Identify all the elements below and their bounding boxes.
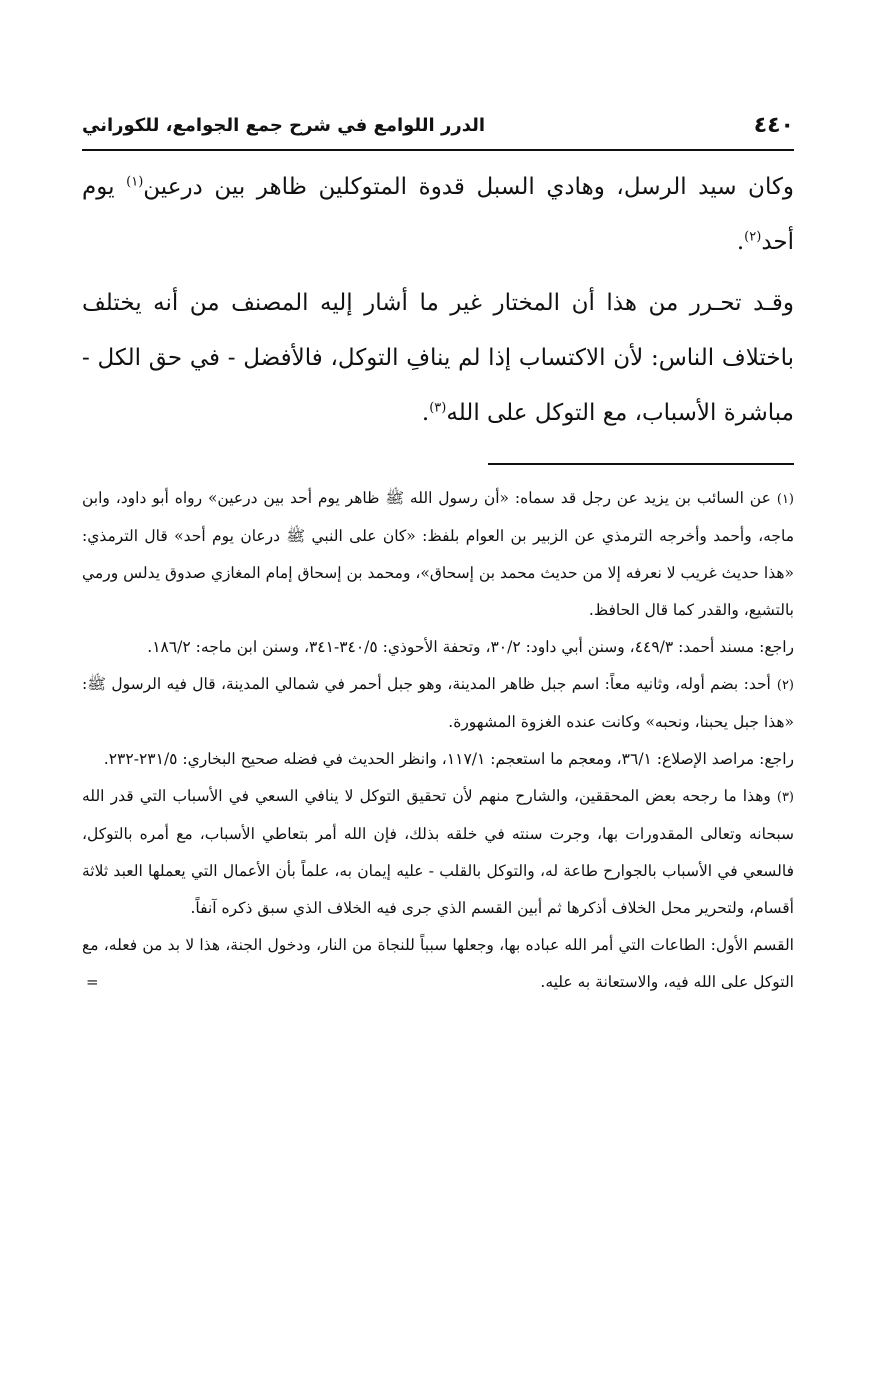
paragraph-2-text: وقـد تحـرر من هذا أن المختار غير ما أشار إليه المصنف من أنه يختلف باختلاف الناس: لأن الاكتساب إذا لم ينافِ التوكل، فالأفضل - في حق الكل - مباشرة الأسباب، مع التوكل على الله <box>82 290 794 426</box>
footnote-ref-2: (٢) <box>744 229 762 245</box>
continuation-mark: = <box>86 973 99 991</box>
paragraph-1-text: وكان سيد الرسل، وهادي السبل قدوة المتوكلين ظاهر بين درعين <box>143 174 795 200</box>
footnote-1 <box>82 480 794 629</box>
running-head <box>82 108 794 142</box>
footnote-2-reference: راجع: مراصد الإصلاع: ٣٦/١، ومعجم ما استعجم: ١١٧/١، وانظر الحديث في فضله صحيح البخاري: ٢٣١/٥-٢٣٢. <box>103 750 794 768</box>
header-rule <box>82 149 794 151</box>
footnote-3-number: (٣) <box>776 790 794 805</box>
footnote-2-number: (٢) <box>776 678 794 693</box>
paragraph-2-end: . <box>421 400 430 426</box>
paragraph-1-end: . <box>736 229 745 255</box>
footnote-2 <box>82 666 794 741</box>
footnote-ref-1: (١) <box>126 174 144 190</box>
footnotes <box>82 480 794 1001</box>
footnote-3 <box>82 778 794 927</box>
paragraph-1-text-b: يوم أحد <box>82 174 794 255</box>
paragraph-2 <box>82 276 794 441</box>
footnote-1-text: عن السائب بن يزيد عن رجل قد سماه: «أن رسول الله ﷺ ظاهر يوم أحد بين درعين» رواه أبو داود، وابن ماجه، وأحمد وأخرجه الترمذي عن الزبير بن العوام بلفظ: «كان على النبي ﷺ درعان يوم أحد» قال الترمذي: «هذا حديث غريب لا نعرفه إلا من حديث محمد بن إسحاق»، ومحمد بن إسحاق إمام المغازي صدوق يدلس ورمي بالتشيع، والقدر كما قال الحافظ. <box>82 489 794 619</box>
footnote-3-section-one <box>82 927 794 1001</box>
footnote-separator <box>488 463 794 465</box>
footnote-3-text: وهذا ما رجحه بعض المحققين، والشارح منهم لأن تحقيق التوكل لا ينافي السعي في الأسباب التي قدر الله سبحانه وتعالى المقدورات بها، وجرت سنته في خلقه بذلك، فإن الله أمر بتعاطي الأسباب، مع أمره بالتوكل، فالسعي في الأسباب بالجوارح طاعة له، والتوكل بالقلب - عليه إيمان به، علماً بأن الأعمال التي يعملها العبد ثلاثة أقسام، ولتحرير محل الخلاف أذكرها ثم أبين القسم الذي جرى فيه الخلاف الذي سبق ذكره آنفاً. <box>82 787 794 917</box>
footnote-2-text: أحد: بضم أوله، وثانيه معاً: اسم جبل ظاهر المدينة، وهو جبل أحمر في شمالي المدينة، قال فيه الرسول ﷺ: «هذا جبل يحبنا، ونحبه» وكانت عنده الغزوة المشهورة. <box>82 675 794 731</box>
page-number: ٤٤٠ <box>753 112 794 138</box>
footnote-1-number: (١) <box>776 492 794 507</box>
footnote-1-reference: راجع: مسند أحمد: ٤٤٩/٣، وسنن أبي داود: ٣٠/٢، وتحفة الأحوذي: ٣٤٠/٥-٣٤١، وسنن ابن ماجه: ١٨٦/٢. <box>147 638 794 656</box>
footnote-ref-3: (٣) <box>429 400 447 416</box>
book-title: الدرر اللوامع في شرح جمع الجوامع، للكوراني <box>82 114 486 136</box>
paragraph-1 <box>82 160 794 270</box>
main-text <box>82 160 794 441</box>
footnote-3-section-one-text: القسم الأول: الطاعات التي أمر الله عباده بها، وجعلها سبباً للنجاة من النار، ودخول الجنة، هذا لا بد من فعله، مع التوكل على الله فيه، والاستعانة به عليه. <box>82 936 794 991</box>
